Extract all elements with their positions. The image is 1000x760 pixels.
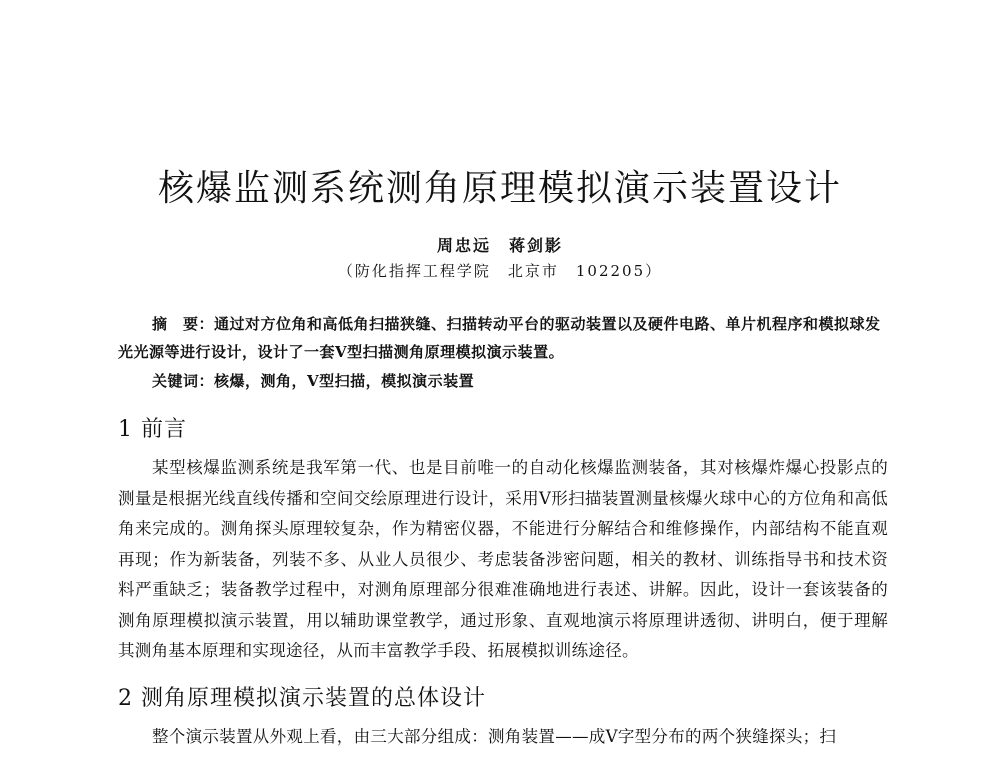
- abstract-text: 通过对方位角和高低角扫描狭缝、扫描转动平台的驱动装置以及硬件电路、单片机程序和模拟球发光光源等进行设计，设计了一套V型扫描测角原理模拟演示装置。: [118, 315, 881, 361]
- section-heading-overall-design: 2 测角原理模拟演示装置的总体设计: [118, 686, 486, 711]
- overall-design-paragraph: 整个演示装置从外观上看，由三大部分组成：测角装置——成V字型分布的两个狭缝探头；扫: [152, 727, 837, 746]
- affiliation: （防化指挥工程学院 北京市 102205）: [337, 262, 663, 280]
- section-heading-introduction: 1 前言: [118, 417, 187, 442]
- introduction-paragraph: 某型核爆监测系统是我军第一代、也是目前唯一的自动化核爆监测装备，其对核爆炸爆心投影点的测量是根据光线直线传播和空间交绘原理进行设计，采用V形扫描装置测量核爆火球中心的方位角和高低角来完成的。测角探头原理较复杂，作为精密仪器，不能进行分解结合和维修操作，内部结构不能直观再现；作为新装备，列装不多、从业人员很少、考虑装备涉密问题，相关的教材、训练指导书和技术资料严重缺乏；装备教学过程中，对测角原理部分很难准确地进行表述、讲解。因此，设计一套该装备的测角原理模拟演示装置，用以辅助课堂教学，通过形象、直观地演示将原理讲透彻、讲明白，便于理解其测角基本原理和实现途径，从而丰富教学手段、拓展模拟训练途径。: [118, 458, 888, 660]
- paper-title: 核爆监测系统测角原理模拟演示装置设计: [157, 168, 842, 209]
- keywords-label: 关键词：: [152, 372, 215, 390]
- abstract: [118, 310, 888, 366]
- authors: 周忠远 蒋剑影: [436, 236, 563, 255]
- abstract-label: 摘 要：: [152, 315, 215, 333]
- keywords-text: 核爆，测角，V型扫描，模拟演示装置: [214, 372, 475, 390]
- keywords: [152, 370, 888, 391]
